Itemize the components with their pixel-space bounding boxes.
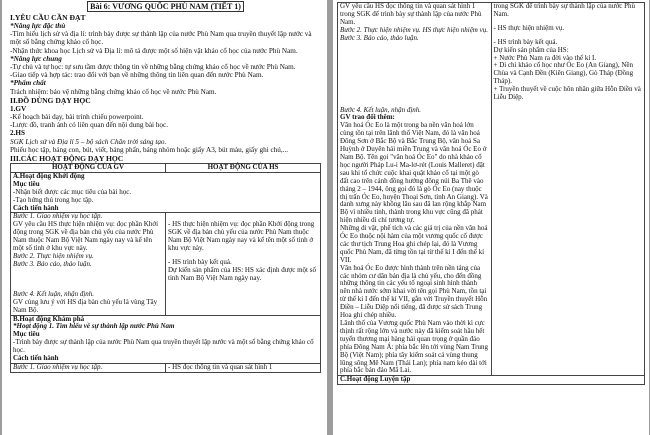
table-cell [11,315,321,363]
text-line: trong SGK để trình bày sự thành lập của nước Phù Nam. [493,2,636,18]
table-cell [11,172,321,213]
activities-table [10,163,321,373]
table-row [11,363,321,372]
activity-heading: B.Hoạt động Khám phá [13,314,85,323]
text-line: -Tìm hiểu lịch sử và địa lí: trình bày được sự thành lập của nước Phù Nam qua truyền thuyết lập nước và một số bằng chứng khảo cổ học. [10,30,312,47]
table-cell-student: - HS đọc thông tin và quan sát hình 1 [166,363,321,372]
activity-subheading: *Hoạt động 1. Tìm hiểu về sự thành lập nước Phù Nam [13,322,175,331]
goal-label: Mục tiêu [13,179,40,188]
table-row [338,376,645,385]
text-line: + Di chỉ khảo cổ học như Óc Eo (An Giang), Nền Chùa và Cạnh Đền (Kiên Giang), Gò Tháp (Đồng Tháp). [493,61,634,86]
text-line: SGK Lịch sử và Địa lí 5 – bộ sách Chân trời sáng tạo. [10,137,167,146]
text-line: Dự kiến sản phẩm của HS: [493,45,569,54]
paragraph: Những di vật, phế tích và các giá trị của nền văn hoá Óc Eo thuộc nội hàm của một vương quốc cổ được các thư tịch Trung Hoa ghi chép lại, đó là Vương quốc Phù Nam, đã từng tồn tại từ thế kỉ I đến thế kỉ VII. [340,224,488,264]
text-line: Trách nhiệm: bảo vệ những bằng chứng khảo cổ học về nước Phù Nam. [10,87,217,96]
student-label: 2.HS [10,129,25,138]
text-line: Bước 4. Kết luận, nhận định. [340,105,422,114]
text-line: -Nhận thức khoa học Lịch sử và Địa lí: mô tả được một số hiện vật khảo cổ học của nước Phù Nam. [10,46,298,55]
paragraph: Văn hoá Óc Eo là một trong ba nền văn hoá lớn cùng tồn tại trên lãnh thổ Việt Nam, đó là văn hoá Đông Sơn ở Bắc Bộ và Bắc Trung Bộ, văn hoá Sa Huỳnh ở Duyên hải miền Trung và văn hoá Óc Eo ở Nam Bộ. Tên gọi "văn hoá Óc Eo" do nhà khảo cổ học người Pháp Lu-i Ma-lơ-rét (Louis Malleret) đặt sau khi tổ chức cuộc khai quật khảo cổ tại một gò đất cao trên cánh đồng hướng đông núi Ba Thê vào tháng 2 – 1944, ông gọi đó là gò Óc Eo (nay thuộc thị trấn Óc Eo, huyện Thoại Sơn, tỉnh An Giang). Và danh xưng này không lâu sau đã lan rộng khắp Nam Bộ vì nhiều tỉnh, thành trong khu vực cũng đã phát hiện nhiều di chỉ tương tự. [340,121,488,225]
text-line: -Kế hoạch bài dạy, bài trình chiếu powerpoint. [10,113,144,122]
table-row [338,3,645,376]
goal-label: Mục tiêu [13,330,40,339]
text-line: GV củng lưu ý với HS địa bàn chủ yếu là vùng Tây Nam Bộ. [13,297,158,314]
teacher-label: 1.GV [10,104,27,113]
activities-table-continued [337,2,645,385]
lesson-title: Bài 6: VƯƠNG QUỐC PHÙ NAM (TIẾT 1) [10,2,321,11]
text-line: GV yêu cầu HS đọc thông tin và quan sát hình 1 trong SGK để trình bày sự thành lập của nước Phù Nam. [340,2,482,26]
text-line: *Năng lực đặc thù [10,22,66,30]
table-cell-teacher: Bước 1. Giao nhiệm vụ học tập. [11,363,166,372]
text-line: -Nhận biết được các mục tiêu của bài học. [13,187,132,196]
table-row [11,213,321,315]
table-cell-teacher [338,3,492,376]
activity-heading: A.Hoạt động Khởi động [13,171,85,180]
text-line: - HS trình bày kết quả. [493,37,558,46]
document-page-right [333,0,649,435]
table-cell-student [491,3,645,376]
text-line: Bước 3. Báo cáo, thảo luận. [13,259,92,268]
text-line: Bước 2. Thực hiện nhiệm vụ. [13,252,94,261]
text-line: -Tạo hứng thú trong học tập. [13,195,94,204]
text-line: -Trình bày được sự thành lập của nước Phù Nam qua truyền thuyết lập nước và một số bằng chứng khảo cổ học. [13,338,314,355]
paragraph: Văn hoá Óc Eo được hình thành trên nền tảng của các nhóm cư dân bản địa là chủ yếu, cho đến đồng những thông tin các yếu tố ngoại sinh hình thành nên nhà nước sớm khai vời tên gọi Phù Nam, tồn tại từ thế kỉ I đến thế kỉ VII, gắn với Truyền thuyết Hỗn Điền – Liễu Diệp nổi tiếng, đã được sử sách Trung Hoa ghi chép nhiều. [340,263,488,320]
text-line: - HS thực hiện nhiệm vụ. [493,23,565,32]
text-line: -Lược đồ, tranh ảnh có liên quan đến nội dung bài học. [10,121,168,130]
text-line: *Phẩm chất [10,79,46,88]
column-header: HOẠT ĐỘNG CỦA HS [166,164,321,173]
paragraph: Lãnh thổ của Vương quốc Phù Nam vào thời kì cực thịnh rất rộng lớn và nước này đã kiểm soát hầu hết tuyến thương mại hàng hải quan trọng ở quần đảo phía Đông Nam Á: phía bắc lên tới vùng Nam Trung Bộ (Việt Nam); phía tây kiểm soát cả vùng thung lũng sông Mê Nam (Thái Lan); phía nam kéo dài tới phía bắc bán đảo Mã Lai. [340,319,488,375]
text-line: Phiếu học tập, bảng con, bút, viết, bảng phấn, bảng nhóm hoặc giấy A3, bút màu, giấy ghi chú,... [10,145,289,154]
text-line: Bước 3. Báo cáo, thảo luận. [340,33,419,42]
table-cell: C.Hoạt động Luyện tập [338,376,645,385]
text-line: - HS trình bày kết quả. [168,258,232,267]
text-line: -Tự chủ và tự học: tự sưu tầm được thông tin về những bằng chứng khảo cổ học về nước Phù Nam. [10,63,296,72]
section-heading-requirements: I.YÊU CẦU CẦN ĐẠT [10,13,86,22]
text-line: + Truyền thuyết về cuộc hôn nhân giữa Hỗn Điền và Liễu Diệp. [493,85,641,102]
section-heading-materials: II.ĐỒ DÙNG DẠY HỌC [10,95,91,105]
column-header: HOẠT ĐỘNG CỦA GV [11,164,166,173]
teacher-note-label: GV trao đổi thêm: [340,113,395,122]
table-row [11,172,321,213]
text-line: Dự kiến sản phẩm của HS: HS xác định được một số tỉnh Nam Bộ Việt Nam ngày nay. [168,266,316,282]
text-line: -Giao tiếp và hợp tác: trao đổi với bạn về những thông tin liên quan đến nước Phù Nam. [10,71,264,80]
document-page-left [2,0,327,435]
table-row [11,315,321,363]
text-line: Bước 4. Kết luận, nhận định. [13,289,95,298]
table-cell-teacher [11,213,166,315]
method-label: Cách tiến hành [13,354,59,363]
text-line: - HS thực hiện nhiệm vụ: đọc phần Khởi động trong SGK về địa bàn chủ yếu của nước Phù Nam thuộc Nam Bộ Việt Nam ngày nay và kể tên một số tỉnh ở khu vực này. [168,220,315,253]
text-line: *Năng lực chung [10,54,62,63]
text-line: GV yêu cầu HS thực hiện nhiệm vụ: đọc phần Khởi động trong SGK về địa bàn chủ yếu của nước Phù Nam thuộc Nam Bộ Việt Nam ngày nay và kể tên một số tỉnh ở khu vực này. [13,220,159,253]
text-line: Bước 1. Giao nhiệm vụ học tập. [13,212,103,221]
method-label: Cách tiến hành [13,203,59,212]
table-cell-student [166,213,321,315]
text-line: Bước 2. Thực hiện nhiệm vụ. HS thực hiện nhiệm vụ. [340,25,488,34]
section-heading-activities: III.CÁC HOẠT ĐỘNG DẠY HỌC [10,154,124,164]
text-line: + Nước Phù Nam ra đời vào thế kỉ I. [493,53,597,62]
